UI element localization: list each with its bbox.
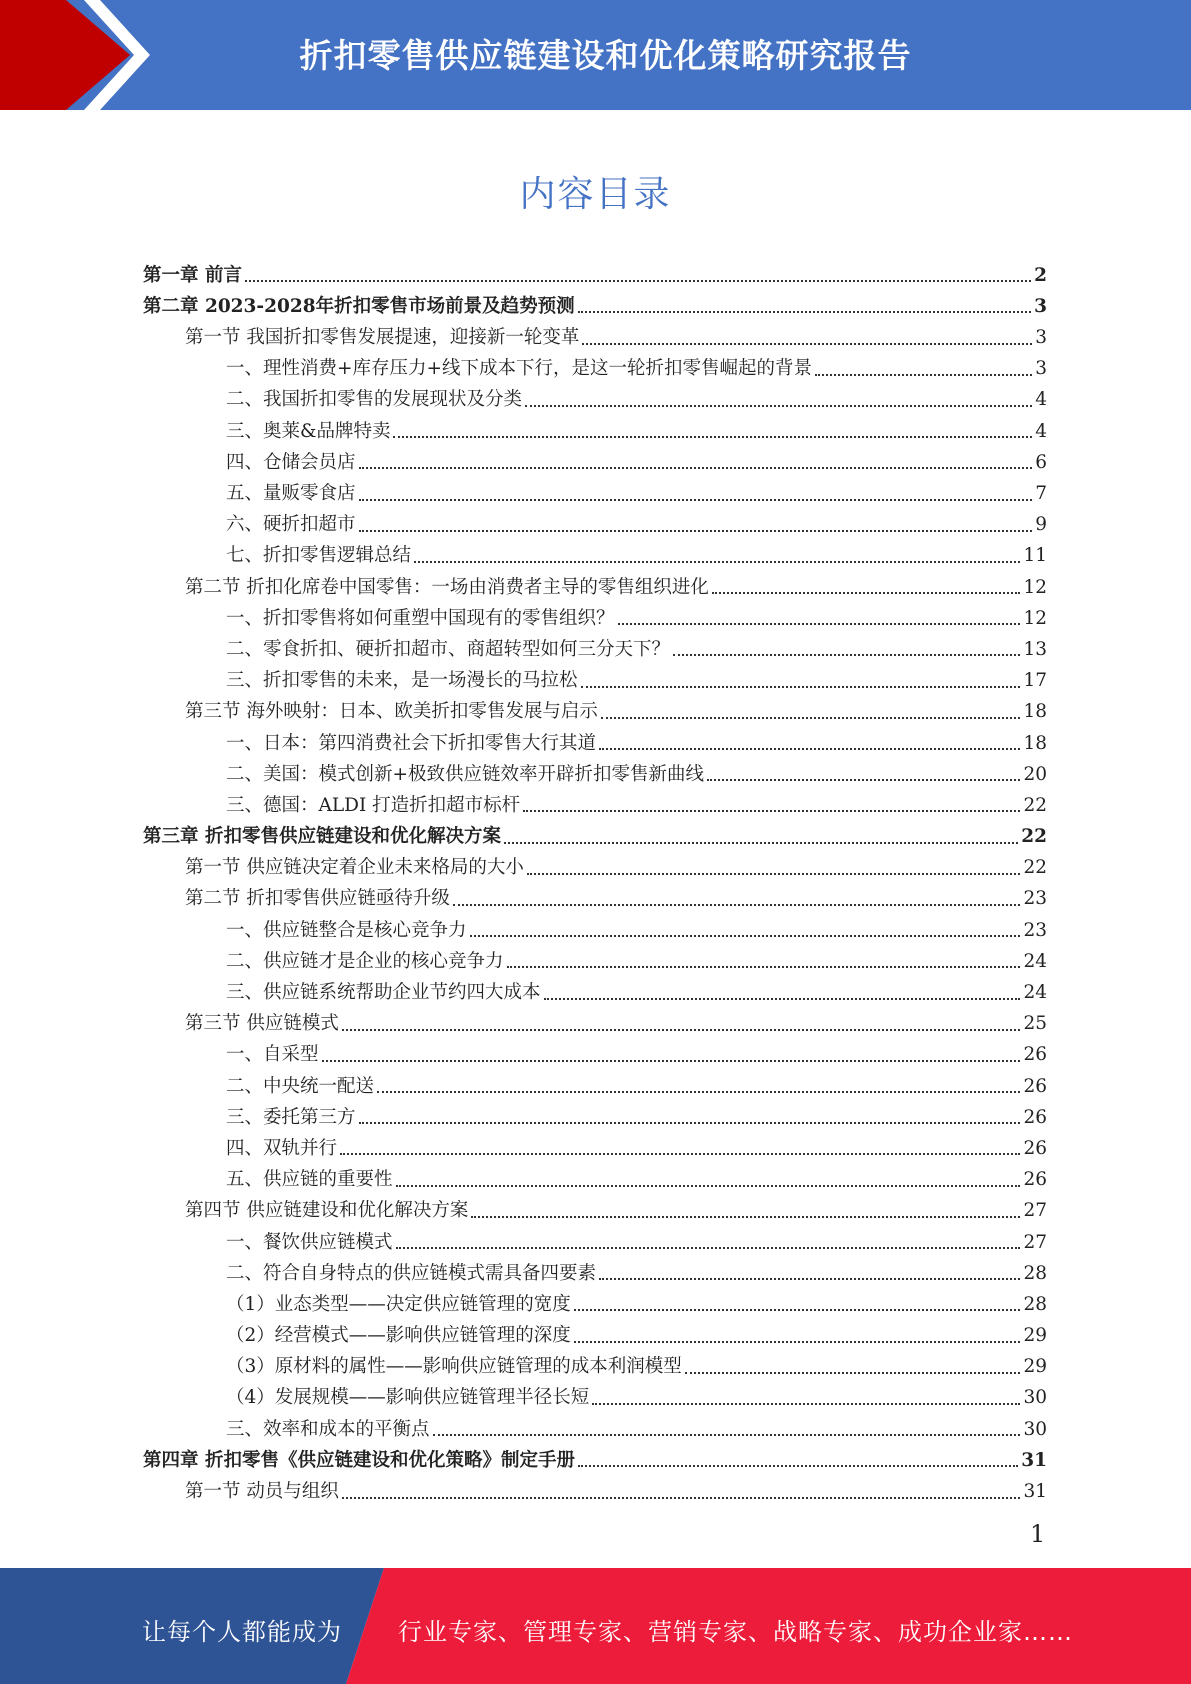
toc-entry[interactable] bbox=[143, 1096, 1047, 1127]
dot-leader bbox=[601, 717, 1021, 719]
toc-entry-title: 三、委托第三方 bbox=[226, 1106, 356, 1128]
toc-entry-title: 第一节 供应链决定着企业未来格局的大小 bbox=[185, 857, 524, 879]
dot-leader bbox=[359, 467, 1033, 469]
dot-leader bbox=[578, 311, 1032, 313]
toc-entry[interactable] bbox=[143, 348, 1047, 379]
toc-entry[interactable] bbox=[143, 1003, 1047, 1034]
toc-entry-title: 第四章 折扣零售《供应链建设和优化策略》制定手册 bbox=[143, 1449, 575, 1471]
dot-leader bbox=[574, 1341, 1021, 1343]
dot-leader bbox=[340, 1153, 1020, 1155]
footer-banner bbox=[0, 1568, 1191, 1684]
toc-entry[interactable] bbox=[143, 1190, 1047, 1221]
dot-leader bbox=[245, 280, 1031, 282]
toc-entry[interactable] bbox=[143, 940, 1047, 971]
dot-leader bbox=[414, 561, 1020, 563]
dot-leader bbox=[471, 1216, 1020, 1218]
dot-leader bbox=[707, 779, 1020, 781]
dot-leader bbox=[712, 592, 1021, 594]
dot-leader bbox=[815, 374, 1032, 376]
toc-entry[interactable] bbox=[143, 722, 1047, 753]
toc-entry[interactable] bbox=[143, 566, 1047, 597]
toc-entry[interactable] bbox=[143, 1408, 1047, 1439]
dot-leader bbox=[507, 966, 1021, 968]
toc-entry[interactable] bbox=[143, 659, 1047, 690]
toc-entry-page: 18 bbox=[1023, 701, 1047, 723]
dot-leader bbox=[599, 1278, 1020, 1280]
report-title: 折扣零售供应链建设和优化策略研究报告 bbox=[299, 36, 912, 75]
toc-entry-page: 17 bbox=[1023, 670, 1047, 692]
toc-entry-title: 三、德国：ALDI 打造折扣超市标杆 bbox=[226, 794, 521, 816]
dot-leader bbox=[322, 1060, 1021, 1062]
toc-entry-title: 第一章 前言 bbox=[143, 264, 242, 286]
dot-leader bbox=[618, 623, 1021, 625]
toc-entry-title: 三、奥莱&品牌特卖 bbox=[226, 420, 391, 442]
dot-leader bbox=[393, 436, 1032, 438]
toc-entry-page: 28 bbox=[1023, 1293, 1047, 1315]
toc-entry-title: 三、效率和成本的平衡点 bbox=[226, 1418, 430, 1440]
toc-entry[interactable] bbox=[143, 410, 1047, 441]
toc-entry[interactable] bbox=[143, 285, 1047, 316]
toc-entry[interactable] bbox=[143, 316, 1047, 347]
toc-entry-page: 13 bbox=[1023, 638, 1047, 660]
toc-entry-page: 26 bbox=[1023, 1075, 1047, 1097]
dot-leader bbox=[377, 1091, 1020, 1093]
toc-entry-title: 第四节 供应链建设和优化解决方案 bbox=[185, 1200, 469, 1222]
toc-entry[interactable] bbox=[143, 691, 1047, 722]
toc-entry-page: 25 bbox=[1023, 1013, 1047, 1035]
toc-entry-title: 四、双轨并行 bbox=[226, 1137, 338, 1159]
toc-entry-title: 二、我国折扣零售的发展现状及分类 bbox=[226, 389, 523, 411]
toc-entry-page: 27 bbox=[1023, 1200, 1047, 1222]
toc-entry-title: 第一节 动员与组织 bbox=[185, 1481, 339, 1502]
toc-heading: 内容目录 bbox=[519, 174, 672, 215]
toc-entry-page: 20 bbox=[1023, 763, 1047, 785]
toc-entry[interactable] bbox=[143, 753, 1047, 784]
dot-leader bbox=[527, 873, 1021, 875]
toc-entry-page: 3 bbox=[1035, 327, 1047, 349]
toc-entry[interactable] bbox=[143, 472, 1047, 503]
toc-entry[interactable] bbox=[143, 535, 1047, 566]
toc-entry-page: 31 bbox=[1021, 1449, 1047, 1471]
footer-slogan-right: 行业专家、管理专家、营销专家、战略专家、成功企业家…… bbox=[398, 1618, 1073, 1646]
toc-entry[interactable] bbox=[143, 1221, 1047, 1252]
toc-entry-title: 第二节 折扣化席卷中国零售：一场由消费者主导的零售组织进化 bbox=[185, 576, 709, 598]
toc-entry-page: 4 bbox=[1035, 389, 1047, 411]
dot-leader bbox=[685, 1372, 1021, 1374]
toc-entry-page: 24 bbox=[1023, 982, 1047, 1003]
toc-entry-title: （2）经营模式——影响供应链管理的深度 bbox=[226, 1325, 571, 1347]
toc-entry[interactable] bbox=[143, 1314, 1047, 1345]
toc-entry-page: 31 bbox=[1023, 1481, 1047, 1502]
toc-entry[interactable] bbox=[143, 597, 1047, 628]
toc-entry-page: 27 bbox=[1023, 1231, 1047, 1253]
toc-entry-page: 12 bbox=[1023, 607, 1047, 629]
page-number: 1 bbox=[1030, 1520, 1046, 1548]
dot-leader bbox=[523, 810, 1020, 812]
toc-entry[interactable] bbox=[143, 878, 1047, 909]
toc-entry-title: 五、量贩零食店 bbox=[226, 483, 356, 504]
dot-leader bbox=[359, 499, 1033, 501]
toc-entry-page: 30 bbox=[1023, 1418, 1047, 1440]
toc-entry-title: 一、折扣零售将如何重塑中国现有的零售组织？ bbox=[226, 607, 615, 629]
toc-entry[interactable] bbox=[143, 971, 1047, 1002]
toc-entry-page: 24 bbox=[1023, 950, 1047, 972]
dot-leader bbox=[599, 748, 1020, 750]
dot-leader bbox=[578, 1465, 1018, 1467]
toc-entry-title: 一、理性消费+库存压力+线下成本下行，是这一轮折扣零售崛起的背景 bbox=[226, 358, 813, 380]
toc-entry-title: 二、供应链才是企业的核心竞争力 bbox=[226, 950, 504, 972]
toc-entry[interactable] bbox=[143, 1127, 1047, 1158]
toc-entry-title: 第三章 折扣零售供应链建设和优化解决方案 bbox=[143, 826, 501, 848]
toc-entry-page: 9 bbox=[1035, 514, 1047, 536]
dot-leader bbox=[470, 935, 1021, 937]
dot-leader bbox=[342, 1029, 1021, 1031]
toc-entry-title: 第二节 折扣零售供应链亟待升级 bbox=[185, 888, 450, 910]
toc-entry[interactable] bbox=[143, 1283, 1047, 1314]
dot-leader bbox=[525, 405, 1032, 407]
toc-entry[interactable] bbox=[143, 815, 1047, 846]
toc-entry-page: 12 bbox=[1023, 576, 1047, 598]
toc-entry[interactable] bbox=[143, 1470, 1047, 1501]
toc-entry-title: 二、中央统一配送 bbox=[226, 1075, 375, 1097]
toc-entry[interactable] bbox=[143, 1065, 1047, 1096]
table-of-contents bbox=[143, 254, 1047, 1502]
dot-leader bbox=[342, 1497, 1021, 1499]
dot-leader bbox=[359, 1122, 1021, 1124]
toc-entry-title: 第三节 海外映射：日本、欧美折扣零售发展与启示 bbox=[185, 701, 598, 723]
dot-leader bbox=[453, 904, 1021, 906]
toc-entry-page: 3 bbox=[1034, 295, 1047, 317]
toc-entry-title: 三、折扣零售的未来，是一场漫长的马拉松 bbox=[226, 670, 578, 692]
toc-entry-title: 第一节 我国折扣零售发展提速，迎接新一轮变革 bbox=[185, 327, 580, 349]
toc-entry-title: 第二章 2023-2028年折扣零售市场前景及趋势预测 bbox=[143, 295, 575, 317]
toc-entry[interactable] bbox=[143, 1158, 1047, 1189]
dot-leader bbox=[396, 1185, 1021, 1187]
toc-entry-title: （3）原材料的属性——影响供应链管理的成本利润模型 bbox=[226, 1356, 682, 1378]
toc-entry-page: 7 bbox=[1035, 483, 1047, 504]
toc-entry[interactable] bbox=[143, 1034, 1047, 1065]
toc-entry[interactable] bbox=[143, 1439, 1047, 1470]
toc-entry[interactable] bbox=[143, 1252, 1047, 1283]
toc-entry-title: 一、供应链整合是核心竞争力 bbox=[226, 919, 467, 941]
toc-entry-page: 22 bbox=[1023, 857, 1047, 879]
toc-entry-page: 3 bbox=[1035, 358, 1047, 380]
toc-entry-title: 二、零食折扣、硬折扣超市、商超转型如何三分天下？ bbox=[226, 638, 671, 660]
toc-entry[interactable] bbox=[143, 379, 1047, 410]
dot-leader bbox=[433, 1434, 1021, 1436]
toc-entry-page: 23 bbox=[1023, 888, 1047, 910]
toc-entry-title: 三、供应链系统帮助企业节约四大成本 bbox=[226, 982, 541, 1003]
toc-entry[interactable] bbox=[143, 909, 1047, 940]
toc-entry-page: 29 bbox=[1023, 1325, 1047, 1347]
toc-entry-title: 第三节 供应链模式 bbox=[185, 1013, 339, 1035]
dot-leader bbox=[673, 654, 1020, 656]
toc-entry-page: 30 bbox=[1023, 1387, 1047, 1409]
toc-entry-page: 26 bbox=[1023, 1106, 1047, 1128]
dot-leader bbox=[574, 1309, 1021, 1311]
toc-entry-title: （4）发展规模——影响供应链管理半径长短 bbox=[226, 1387, 590, 1409]
toc-entry-page: 22 bbox=[1021, 826, 1047, 848]
dot-leader bbox=[592, 1403, 1020, 1405]
toc-entry-title: 一、自采型 bbox=[226, 1044, 319, 1066]
toc-entry-title: 二、符合自身特点的供应链模式需具备四要素 bbox=[226, 1262, 597, 1284]
toc-entry-page: 26 bbox=[1023, 1137, 1047, 1159]
dot-leader bbox=[582, 343, 1032, 345]
toc-entry-page: 22 bbox=[1023, 794, 1047, 816]
dot-leader bbox=[581, 686, 1021, 688]
toc-entry-page: 26 bbox=[1023, 1169, 1047, 1191]
dot-leader bbox=[544, 998, 1021, 1000]
toc-entry[interactable] bbox=[143, 784, 1047, 815]
dot-leader bbox=[359, 530, 1033, 532]
toc-entry-page: 2 bbox=[1034, 264, 1047, 286]
toc-entry-page: 23 bbox=[1023, 919, 1047, 941]
toc-entry[interactable] bbox=[143, 254, 1047, 285]
toc-entry-title: 六、硬折扣超市 bbox=[226, 514, 356, 536]
toc-entry-page: 6 bbox=[1035, 451, 1047, 473]
toc-entry-page: 18 bbox=[1023, 732, 1047, 754]
toc-entry-title: 一、日本：第四消费社会下折扣零售大行其道 bbox=[226, 732, 597, 754]
toc-entry-title: 五、供应链的重要性 bbox=[226, 1169, 393, 1191]
header-banner bbox=[0, 0, 1191, 110]
toc-entry-page: 11 bbox=[1023, 545, 1047, 567]
toc-entry-title: 一、餐饮供应链模式 bbox=[226, 1231, 393, 1253]
toc-entry-title: 二、美国：模式创新+极致供应链效率开辟折扣零售新曲线 bbox=[226, 763, 705, 785]
toc-entry-page: 4 bbox=[1035, 420, 1047, 442]
dot-leader bbox=[504, 842, 1018, 844]
toc-entry[interactable] bbox=[143, 847, 1047, 878]
toc-entry-page: 28 bbox=[1023, 1262, 1047, 1284]
toc-entry[interactable] bbox=[143, 441, 1047, 472]
toc-entry-title: 四、仓储会员店 bbox=[226, 451, 356, 473]
toc-entry-page: 29 bbox=[1023, 1356, 1047, 1378]
toc-entry-title: 七、折扣零售逻辑总结 bbox=[226, 545, 412, 567]
toc-entry-title: （1）业态类型——决定供应链管理的宽度 bbox=[226, 1293, 571, 1315]
toc-entry[interactable] bbox=[143, 504, 1047, 535]
toc-entry[interactable] bbox=[143, 1377, 1047, 1408]
toc-entry[interactable] bbox=[143, 628, 1047, 659]
toc-entry-page: 26 bbox=[1023, 1044, 1047, 1066]
footer-slogan-left: 让每个人都能成为 bbox=[142, 1618, 342, 1646]
toc-entry[interactable] bbox=[143, 1346, 1047, 1377]
dot-leader bbox=[396, 1247, 1021, 1249]
